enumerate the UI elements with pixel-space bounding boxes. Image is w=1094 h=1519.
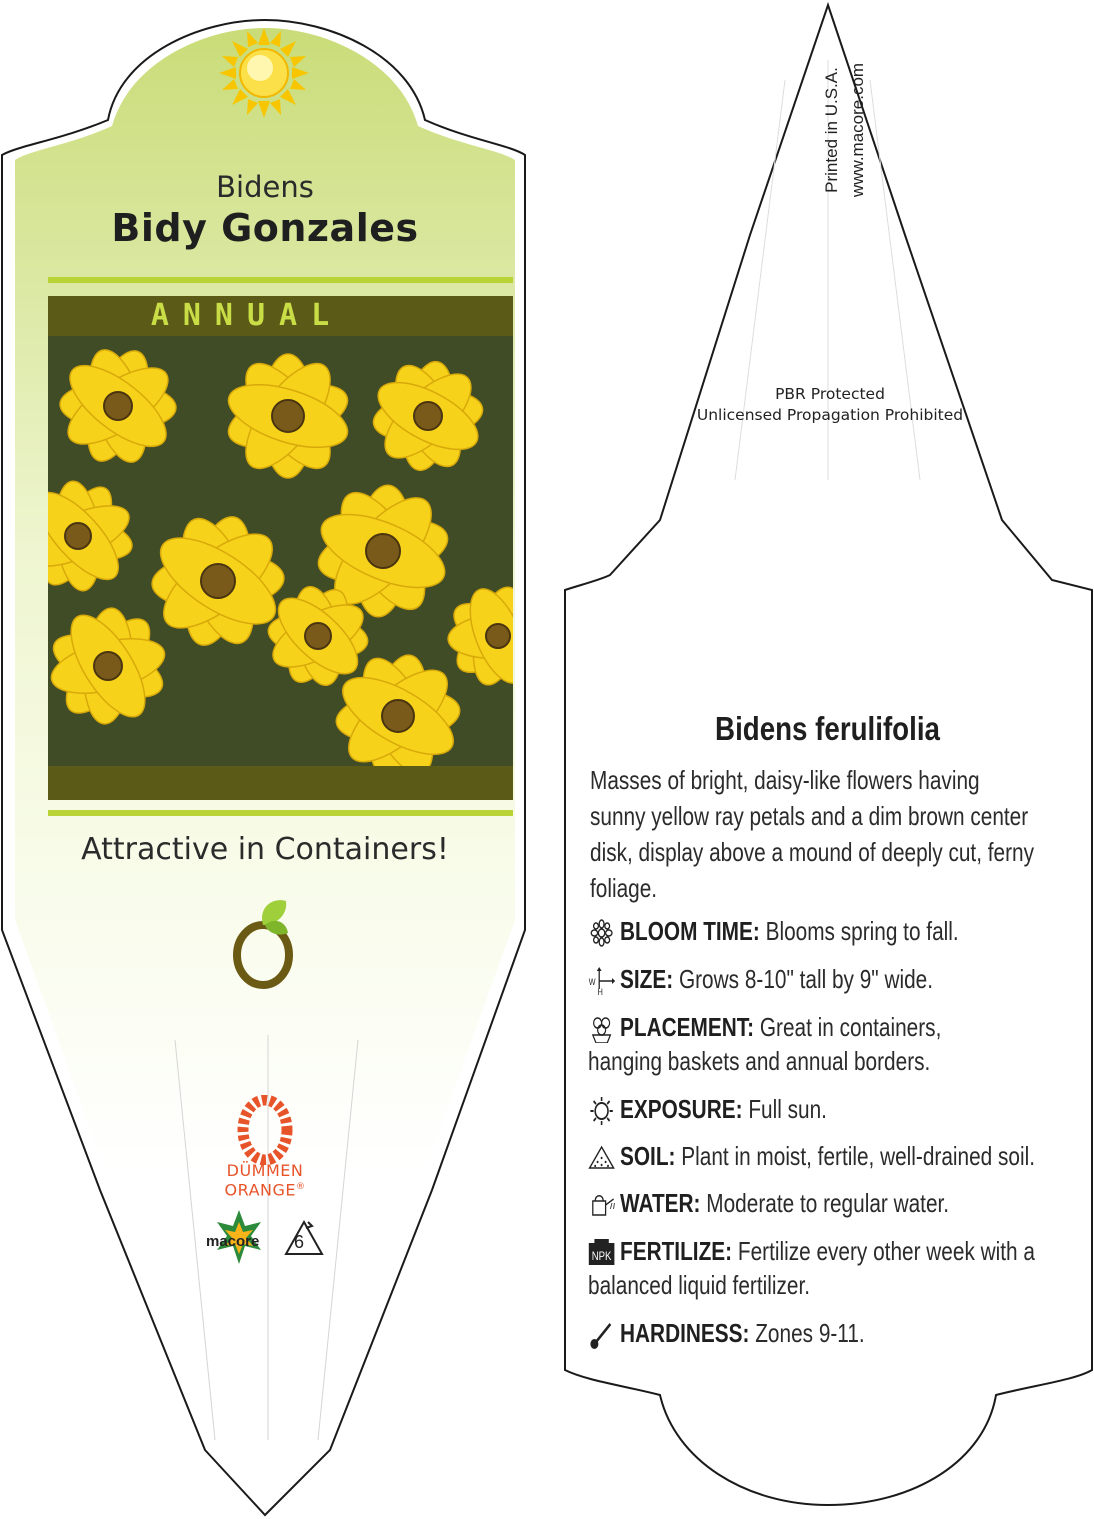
dimensions-icon (588, 967, 615, 995)
print-website: www.macore.com (848, 62, 867, 198)
pbr-line-1: PBR Protected (775, 385, 885, 403)
sun-icon (218, 27, 310, 119)
care-exposure (588, 1092, 1044, 1126)
flower-icon (588, 919, 615, 947)
recycle-code: 6 (294, 1232, 305, 1252)
soil-icon (588, 1144, 615, 1172)
placement-value: Great in containers, hanging baskets and annual borders. (588, 1012, 942, 1076)
npk-icon (588, 1239, 615, 1267)
bloom-value: Blooms spring to fall. (765, 916, 959, 946)
care-water (588, 1186, 1044, 1220)
soil-value: Plant in moist, fertile, well-drained soil. (681, 1141, 1036, 1171)
placement-label: PLACEMENT: (620, 1012, 755, 1042)
brand-line-1: DÜMMEN (226, 1161, 304, 1180)
dummen-orange-logo-icon (230, 1095, 300, 1165)
tagline: Attractive in Containers! (81, 832, 449, 867)
care-fertilize (588, 1234, 1052, 1302)
tagline-rule (48, 810, 513, 816)
hardiness-label: HARDINESS: (620, 1318, 750, 1348)
trademark: ® (295, 1182, 306, 1192)
cultivar-name: Bidy Gonzales (111, 206, 419, 250)
fertilize-label: FERTILIZE: (620, 1236, 733, 1266)
print-country: Printed in U.S.A. (822, 67, 841, 193)
exposure-value: Full sun. (748, 1094, 827, 1124)
sun-small-icon (588, 1097, 615, 1125)
exposure-label: EXPOSURE: (620, 1094, 743, 1124)
water-label: WATER: (620, 1188, 701, 1218)
flower-photo (48, 336, 513, 766)
size-value: Grows 8-10" tall by 9" wide. (678, 964, 934, 994)
fertilize-value: Fertilize every other week with a balanced liquid fertilizer. (588, 1236, 1035, 1300)
print-info (803, 60, 867, 230)
planter-icon (588, 1015, 615, 1043)
plant-description: Masses of bright, daisy-like flowers having sunny yellow ray petals and a dim brown center disk, display above a mound of deeply cut, ferny foliage. (590, 765, 1034, 903)
pbr-notice (640, 384, 1020, 426)
water-value: Moderate to regular water. (706, 1188, 950, 1218)
size-label: SIZE: (620, 964, 674, 994)
care-size (588, 962, 1044, 996)
sprout-logo-icon (228, 895, 303, 990)
hardiness-value: Zones 9-11. (755, 1318, 865, 1348)
pbr-line-2: Unlicensed Propagation Prohibited (696, 406, 964, 424)
dummen-orange-wordmark (205, 1162, 325, 1198)
care-bloom-time (588, 914, 1044, 948)
size-w: W (588, 977, 596, 988)
brand-line-2: ORANGE (224, 1180, 296, 1200)
care-soil (588, 1139, 1044, 1173)
npk-text: NPK (591, 1250, 612, 1264)
soil-label: SOIL: (620, 1141, 676, 1171)
title-rule (48, 277, 513, 283)
care-hardiness (588, 1316, 1044, 1350)
photo-bottom-band (48, 766, 513, 800)
category-label: ANNUAL (150, 298, 344, 333)
watering-can-icon (588, 1191, 615, 1219)
thermometer-icon (588, 1321, 615, 1349)
care-placement (588, 1010, 1020, 1078)
macore-wordmark: macore (206, 1233, 260, 1250)
bloom-label: BLOOM TIME: (620, 916, 760, 946)
common-name: Bidens (216, 170, 314, 204)
species-name: Bidens ferulifolia (715, 710, 940, 747)
size-h: H (597, 987, 603, 996)
